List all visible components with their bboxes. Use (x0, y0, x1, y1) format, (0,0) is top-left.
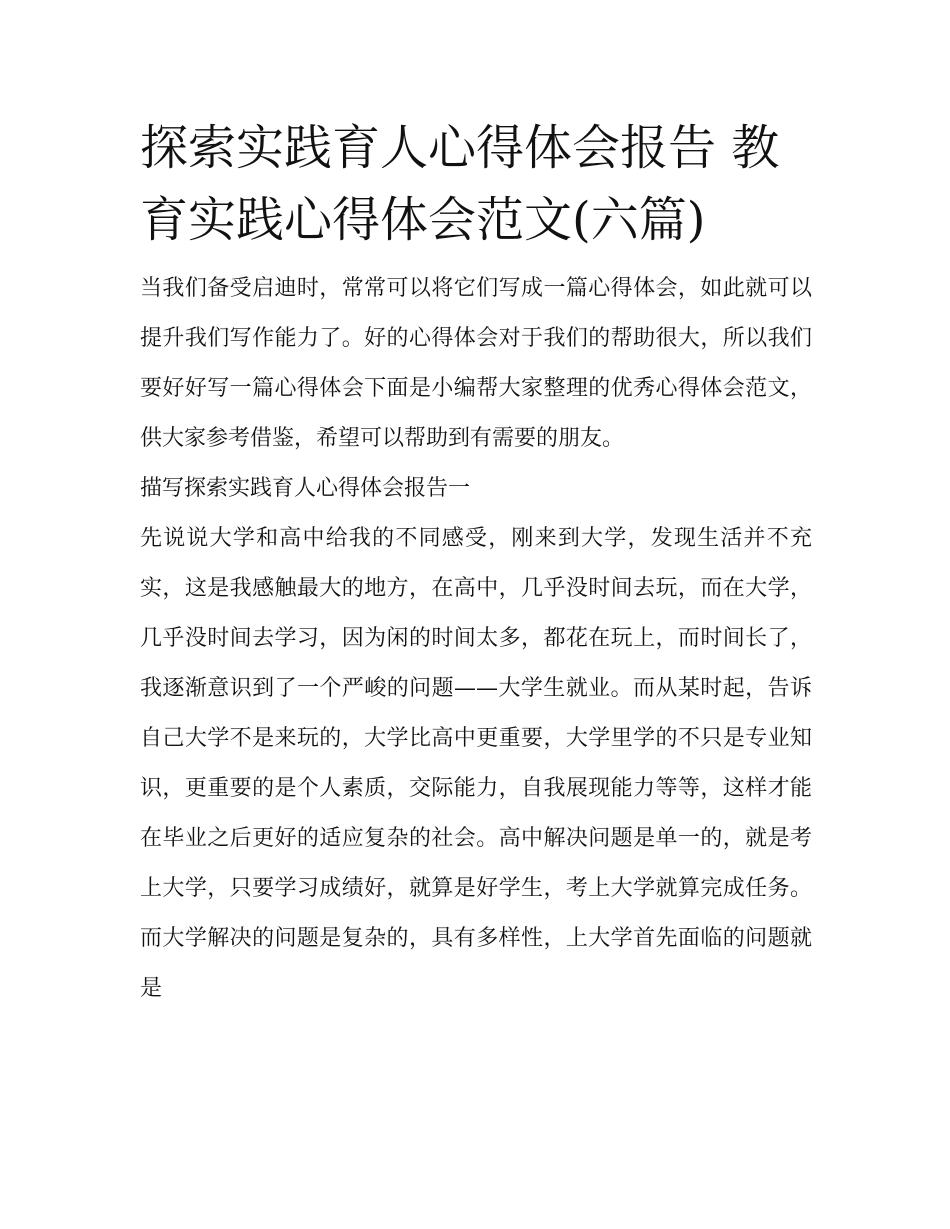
section-paragraph: 先说说大学和高中给我的不同感受，刚来到大学，发现生活并不充实，这是我感触最大的地方，在高中，几乎没时间去玩，而在大学，几乎没时间去学习，因为闲的时间太多，都花在玩上，而时间长了，我逐渐意识到了一个严峻的问题——大学生就业。而从某时起，告诉自己大学不是来玩的，大学比高中更重要，大学里学的不只是专业知识，更重要的是个人素质，交际能力，自我展现能力等等，这样才能在毕业之后更好的适应复杂的社会。高中解决问题是单一的，就是考上大学，只要学习成绩好，就算是好学生，考上大学就算完成任务。而大学解决的问题是复杂的，具有多样性，上大学首先面临的问题就是 (140, 526, 812, 1001)
document-title: 探索实践育人心得体会报告 教育实践心得体会范文(六篇) (140, 120, 780, 248)
intro-paragraph: 当我们备受启迪时，常常可以将它们写成一篇心得体会，如此就可以提升我们写作能力了。好的心得体会对于我们的帮助很大，所以我们要好好写一篇心得体会下面是小编帮大家整理的优秀心得体会范文，供大家参考借鉴，希望可以帮助到有需要的朋友。 (140, 276, 812, 451)
document-body (140, 264, 812, 1014)
document-content (140, 112, 812, 1014)
section-heading: 描写探索实践育人心得体会报告一 (140, 476, 471, 501)
